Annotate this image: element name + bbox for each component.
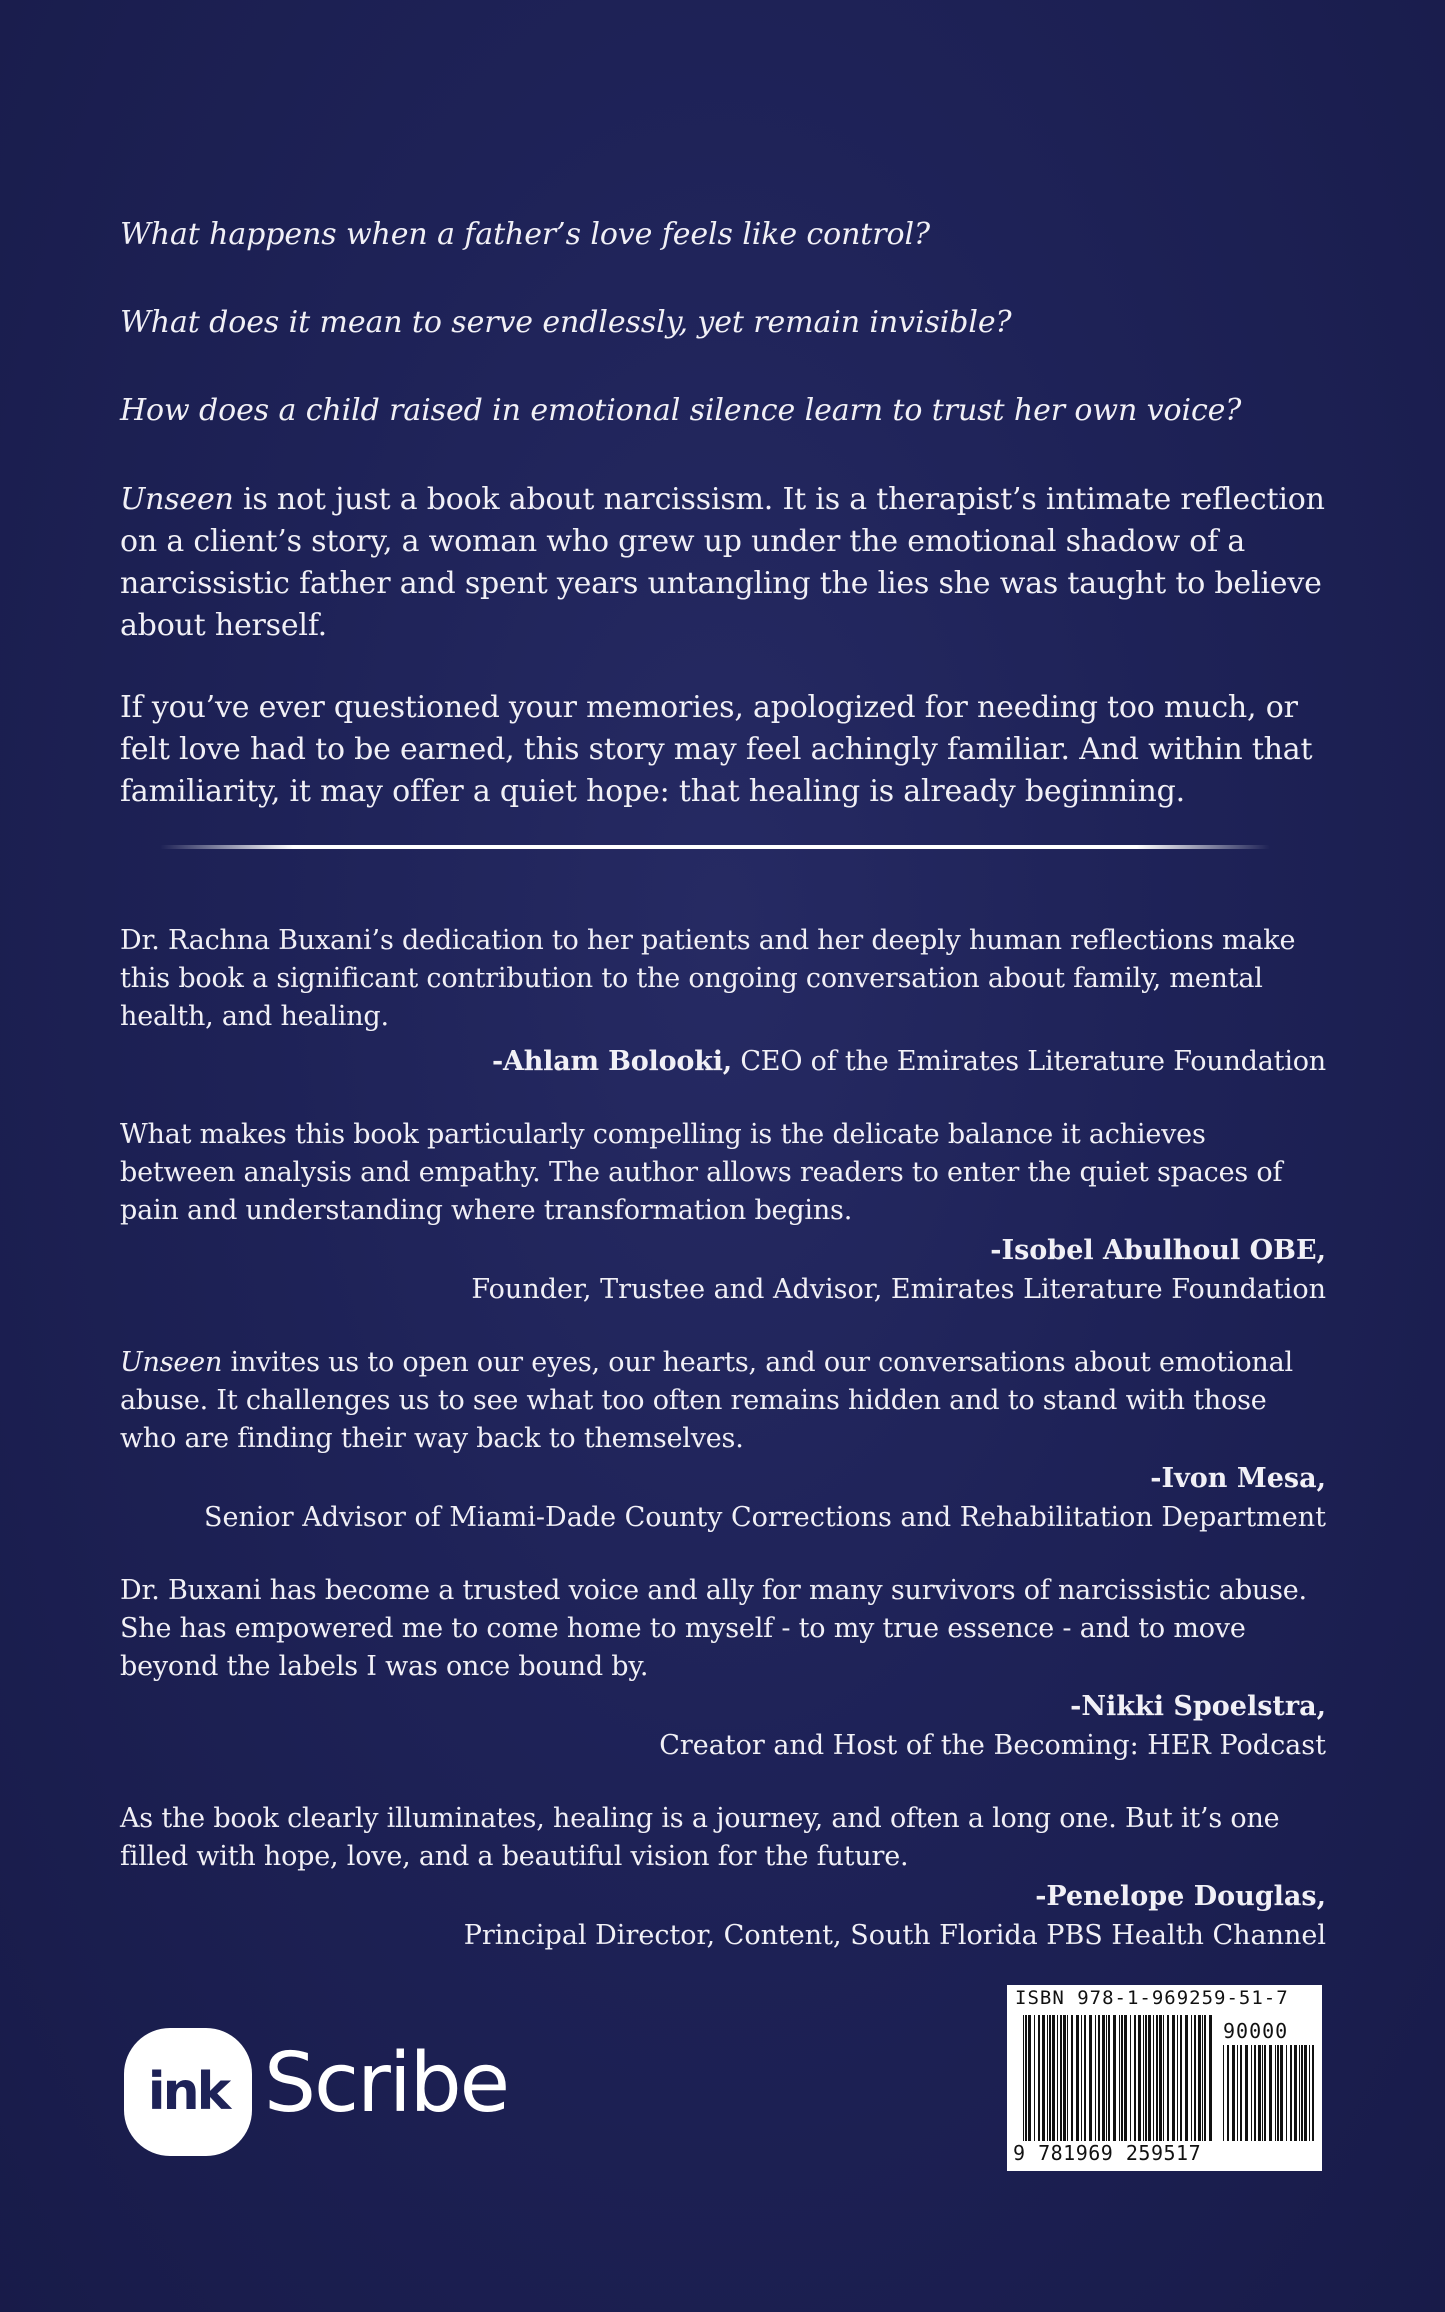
barcode-bar bbox=[1038, 2015, 1040, 2141]
barcode-bar bbox=[1312, 2045, 1314, 2141]
endorser-name: -Isobel Abulhoul OBE, bbox=[990, 1235, 1326, 1266]
barcode-bar bbox=[1145, 2015, 1147, 2141]
barcode-bar bbox=[1159, 2015, 1162, 2141]
endorser-role: Principal Director, Content, South Florida PBS Health Channel bbox=[463, 1920, 1326, 1951]
barcode-digits: 9 781969 259517 bbox=[1013, 2141, 1202, 2165]
barcode-bar bbox=[1047, 2015, 1048, 2141]
barcode-bar bbox=[1275, 2045, 1276, 2141]
barcode-bar bbox=[1108, 2015, 1110, 2141]
barcode-bar bbox=[1121, 2015, 1123, 2141]
endorsement-4 bbox=[120, 1572, 1326, 1766]
endorsement-text: As the book clearly illuminates, healing is a journey, and often a long one. But it’s one filled with hope, love, and a beautiful vision for the future. bbox=[120, 1803, 1280, 1872]
barcode-bar bbox=[1081, 2015, 1082, 2141]
book-title: Unseen bbox=[120, 482, 234, 517]
blurb-question-3: How does a child raised in emotional silence learn to trust her own voice? bbox=[120, 393, 1242, 428]
barcode-bar bbox=[1309, 2045, 1310, 2141]
isbn-barcode bbox=[1007, 1985, 1322, 2171]
barcode-bar bbox=[1084, 2015, 1086, 2141]
barcode-bar bbox=[1130, 2015, 1131, 2141]
barcode-bar bbox=[1163, 2015, 1164, 2141]
isbn-label: ISBN 978-1-969259-51-7 bbox=[1015, 1987, 1289, 2009]
barcode-bar bbox=[1106, 2015, 1107, 2141]
barcode-bar bbox=[1098, 2015, 1100, 2141]
barcode-bar bbox=[1227, 2045, 1229, 2141]
endorsement-text: What makes this book particularly compelling is the delicate balance it achieves between analysis and empathy. The author allows readers to enter the quiet spaces of pain and understanding where transformation begins. bbox=[120, 1119, 1283, 1226]
endorsement-3 bbox=[120, 1344, 1326, 1538]
barcode-bar bbox=[1060, 2015, 1062, 2141]
barcode-bar bbox=[1286, 2045, 1287, 2141]
barcode-bar bbox=[1172, 2015, 1175, 2141]
endorser-role: Founder, Trustee and Advisor, Emirates Literature Foundation bbox=[471, 1274, 1326, 1305]
logo-wordmark: Scribe bbox=[264, 2036, 509, 2131]
barcode-bar bbox=[1138, 2015, 1141, 2141]
endorser-role: Senior Advisor of Miami-Dade County Corrections and Rehabilitation Department bbox=[203, 1502, 1326, 1533]
blurb-paragraph-2: If you’ve ever questioned your memories, apologized for needing too much, or felt love had to be earned, this story may feel achingly familiar. And within that familiarity, it may offer a quiet hope: that healing is already beginning. bbox=[120, 690, 1313, 809]
barcode-bar bbox=[1028, 2015, 1031, 2141]
barcode-bar bbox=[1277, 2045, 1279, 2141]
barcode-bar bbox=[1148, 2015, 1151, 2141]
endorsement-5 bbox=[120, 1800, 1326, 1956]
endorser-name: -Ivon Mesa, bbox=[1150, 1463, 1326, 1494]
endorser-role: Creator and Host of the Becoming: HER Podcast bbox=[659, 1730, 1326, 1761]
barcode-bar bbox=[1071, 2015, 1073, 2141]
endorsement-text bbox=[120, 1344, 1326, 1458]
endorsement-text: Dr. Rachna Buxani’s dedication to her patients and her deeply human reflections make this book a significant contribution to the ongoing conversation about family, mental health, and healing. bbox=[120, 925, 1296, 1032]
endorsement-attribution bbox=[120, 1042, 1326, 1082]
barcode-bar bbox=[1262, 2045, 1263, 2141]
book-title: Unseen bbox=[120, 1347, 223, 1378]
endorsement-2 bbox=[120, 1116, 1326, 1310]
endorsements bbox=[120, 922, 1326, 1990]
endorsement-text-body: invites us to open our eyes, our hearts, and our conversations about emotional abuse. It challenges us to see what too often remains hidden and to stand with those who are finding their way back to themselves. bbox=[120, 1347, 1293, 1454]
barcode-bar bbox=[1223, 2045, 1224, 2141]
barcode-bar bbox=[1049, 2015, 1051, 2141]
logo-badge-text: ink bbox=[147, 2062, 229, 2122]
barcode-bar bbox=[1198, 2015, 1201, 2141]
price-code: 90000 bbox=[1223, 2019, 1289, 2043]
barcode-bar bbox=[1254, 2045, 1256, 2141]
barcode-bar bbox=[1057, 2015, 1058, 2141]
barcode-bar bbox=[1209, 2015, 1212, 2141]
barcode-bar bbox=[1052, 2015, 1055, 2141]
blurb-question-1: What happens when a father’s love feels like control? bbox=[120, 217, 930, 252]
barcode-bar bbox=[1258, 2045, 1261, 2141]
barcode-bar bbox=[1063, 2015, 1066, 2141]
barcode-bar bbox=[1185, 2015, 1188, 2141]
publisher-logo bbox=[124, 2020, 544, 2170]
barcode-bar bbox=[1102, 2015, 1105, 2141]
ink-badge-icon bbox=[124, 2028, 252, 2156]
barcode-bar bbox=[1180, 2015, 1182, 2141]
section-divider bbox=[160, 845, 1270, 849]
barcode-bar bbox=[1177, 2015, 1178, 2141]
blurb-paragraph-1-text: is not just a book about narcissism. It is a therapist’s intimate reflection on a client’s story, a woman who grew up under the emotional shadow of a narcissistic father and spent years untangling the lies she was taught to believe about herself. bbox=[120, 482, 1325, 643]
endorsement-text: Dr. Buxani has become a trusted voice and ally for many survivors of narcissistic abuse. She has empowered me to come home to myself - to my true essence - and to move beyond the labels I was once bound by. bbox=[120, 1575, 1307, 1682]
endorsement-1 bbox=[120, 922, 1326, 1082]
barcode-bar bbox=[1067, 2015, 1068, 2141]
barcode-bar bbox=[1237, 2045, 1238, 2141]
barcode-bar bbox=[1076, 2015, 1079, 2141]
barcode-bar bbox=[1301, 2045, 1303, 2141]
barcode-bars bbox=[1023, 2015, 1213, 2141]
endorser-name: -Nikki Spoelstra, bbox=[1070, 1691, 1326, 1722]
barcode-bar bbox=[1113, 2015, 1116, 2141]
barcode-bar bbox=[1280, 2045, 1283, 2141]
barcode-bar bbox=[1025, 2015, 1027, 2141]
barcode-bar bbox=[1269, 2045, 1272, 2141]
endorser-name: -Penelope Douglas, bbox=[1035, 1881, 1326, 1912]
barcode-bar bbox=[1294, 2045, 1297, 2141]
endorser-name: -Ahlam Bolooki, bbox=[491, 1046, 732, 1077]
barcode-bar bbox=[1204, 2015, 1206, 2141]
barcode-bar bbox=[1191, 2015, 1192, 2141]
barcode-bar bbox=[1167, 2015, 1169, 2141]
endorser-role: CEO of the Emirates Literature Foundation bbox=[731, 1046, 1326, 1077]
barcode-bar bbox=[1156, 2015, 1158, 2141]
barcode-bar bbox=[1095, 2015, 1096, 2141]
barcode-bar bbox=[1089, 2015, 1092, 2141]
barcode-bar bbox=[1153, 2015, 1154, 2141]
barcode-bar bbox=[1304, 2045, 1307, 2141]
barcode-bar bbox=[1264, 2045, 1266, 2141]
barcode-bar bbox=[1290, 2045, 1292, 2141]
barcode-bar bbox=[1202, 2015, 1203, 2141]
barcode-bar bbox=[1124, 2015, 1127, 2141]
blurb-question-2: What does it mean to serve endlessly, yet remain invisible? bbox=[120, 305, 1012, 340]
barcode-bar bbox=[1194, 2015, 1196, 2141]
barcode-bar bbox=[1232, 2045, 1235, 2141]
barcode-bar bbox=[1134, 2015, 1136, 2141]
barcode-bar bbox=[1034, 2015, 1035, 2141]
barcode-bar bbox=[1245, 2045, 1248, 2141]
barcode-bar bbox=[1143, 2015, 1144, 2141]
addon-barcode-bars bbox=[1223, 2045, 1315, 2141]
barcode-bar bbox=[1042, 2015, 1045, 2141]
barcode-bar bbox=[1119, 2015, 1120, 2141]
blurb bbox=[120, 215, 1330, 853]
barcode-bar bbox=[1023, 2015, 1024, 2141]
barcode-bar bbox=[1240, 2045, 1242, 2141]
barcode-bar bbox=[1299, 2045, 1300, 2141]
barcode-bar bbox=[1251, 2045, 1252, 2141]
blurb-paragraph-1 bbox=[120, 479, 1330, 647]
